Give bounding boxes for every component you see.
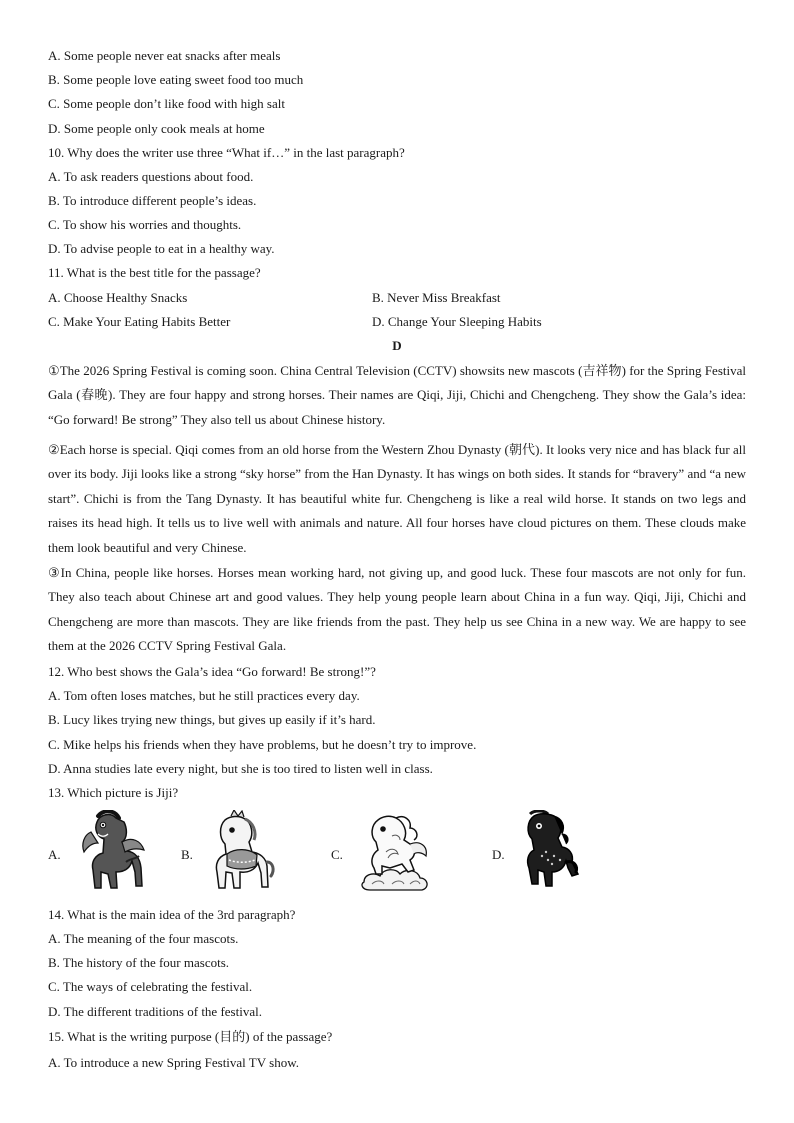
q13-option-a-label: A. — [48, 847, 61, 862]
q14-option-c: C. The ways of celebrating the festival. — [48, 979, 253, 994]
q10-option-a: A. To ask readers questions about food. — [48, 169, 254, 184]
saddled-horse-icon — [205, 810, 279, 894]
q13-option-d-label: D. — [492, 847, 505, 862]
q11-option-b: B. Never Miss Breakfast — [372, 290, 501, 305]
q14-option-a: A. The meaning of the four mascots. — [48, 931, 239, 946]
q10-option-b: B. To introduce different people’s ideas. — [48, 193, 257, 208]
q11-question: 11. What is the best title for the passage? — [48, 265, 261, 280]
white-cloud-horse-icon — [358, 810, 434, 894]
q11-option-c: C. Make Your Eating Habits Better — [48, 314, 231, 329]
q12-option-d: D. Anna studies late every night, but she is too tired to listen well in class. — [48, 761, 433, 776]
q14-question: 14. What is the main idea of the 3rd paragraph? — [48, 907, 296, 922]
q12-question: 12. Who best shows the Gala’s idea “Go forward! Be strong!”? — [48, 664, 376, 679]
q12-option-b: B. Lucy likes trying new things, but gives up easily if it’s hard. — [48, 712, 376, 727]
section-heading: D — [392, 338, 402, 353]
q9-option-b: B. Some people love eating sweet food too much — [48, 72, 304, 87]
q13-option-b-label: B. — [181, 847, 193, 862]
q15-question: 15. What is the writing purpose (目的) of the passage? — [48, 1029, 333, 1044]
passage-paragraph-3: ③In China, people like horses. Horses mean working hard, not giving up, and good luck. These four mascots are not only for fun. They also teach about Chinese art and good values. They help young people learn about China in a fun way. Qiqi, Jiji, Chichi and Chengcheng are more than mascots. They are like friends from the past. They help us see China in a new way. We are happy to see them at the 2026 CCTV Spring Festival Gala. — [48, 565, 746, 654]
q15-option-a: A. To introduce a new Spring Festival TV show. — [48, 1055, 300, 1070]
winged-horse-icon — [78, 810, 148, 894]
q11-option-d: D. Change Your Sleeping Habits — [372, 314, 542, 329]
q9-option-d: D. Some people only cook meals at home — [48, 121, 265, 136]
q12-option-c: C. Mike helps his friends when they have problems, but he doesn’t try to improve. — [48, 737, 477, 752]
q14-option-d: D. The different traditions of the festival. — [48, 1004, 262, 1019]
q9-option-c: C. Some people don’t like food with high salt — [48, 96, 285, 111]
q10-option-d: D. To advise people to eat in a healthy way. — [48, 241, 275, 256]
q10-option-c: C. To show his worries and thoughts. — [48, 217, 242, 232]
q11-option-a: A. Choose Healthy Snacks — [48, 290, 188, 305]
q14-option-b: B. The history of the four mascots. — [48, 955, 230, 970]
q10-question: 10. Why does the writer use three “What if…” in the last paragraph? — [48, 145, 405, 160]
q13-option-c-label: C. — [331, 847, 343, 862]
q12-option-a: A. Tom often loses matches, but he still practices every day. — [48, 688, 360, 703]
passage-paragraph-1: ①The 2026 Spring Festival is coming soon. China Central Television (CCTV) showsits new mascots (吉祥物) for the Spring Festival Gala (春晚). They are four happy and strong horses. Their names are Qiqi, Jiji, Chichi and Chengcheng. They show the Gala’s idea: “Go forward! Be strong” They also tell us about Chinese history. — [48, 363, 746, 427]
black-horse-icon — [516, 810, 582, 894]
q13-question: 13. Which picture is Jiji? — [48, 785, 179, 800]
q9-option-a: A. Some people never eat snacks after meals — [48, 48, 281, 63]
passage-paragraph-2: ②Each horse is special. Qiqi comes from an old horse from the Western Zhou Dynasty (朝代). It looks very nice and has black fur all over its body. Jiji looks like a strong “sky horse” from the Han Dynasty. It has wings on both sides. It stands for “bravery” and “a new start”. Chichi is from the Tang Dynasty. It has beautiful white fur. Chengcheng is like a real wild horse. It stands on two legs and raises its head high. It tells us to live well with animals and nature. All four horses have cloud pictures on them. These clouds make them look beautiful and very Chinese. — [48, 442, 746, 555]
